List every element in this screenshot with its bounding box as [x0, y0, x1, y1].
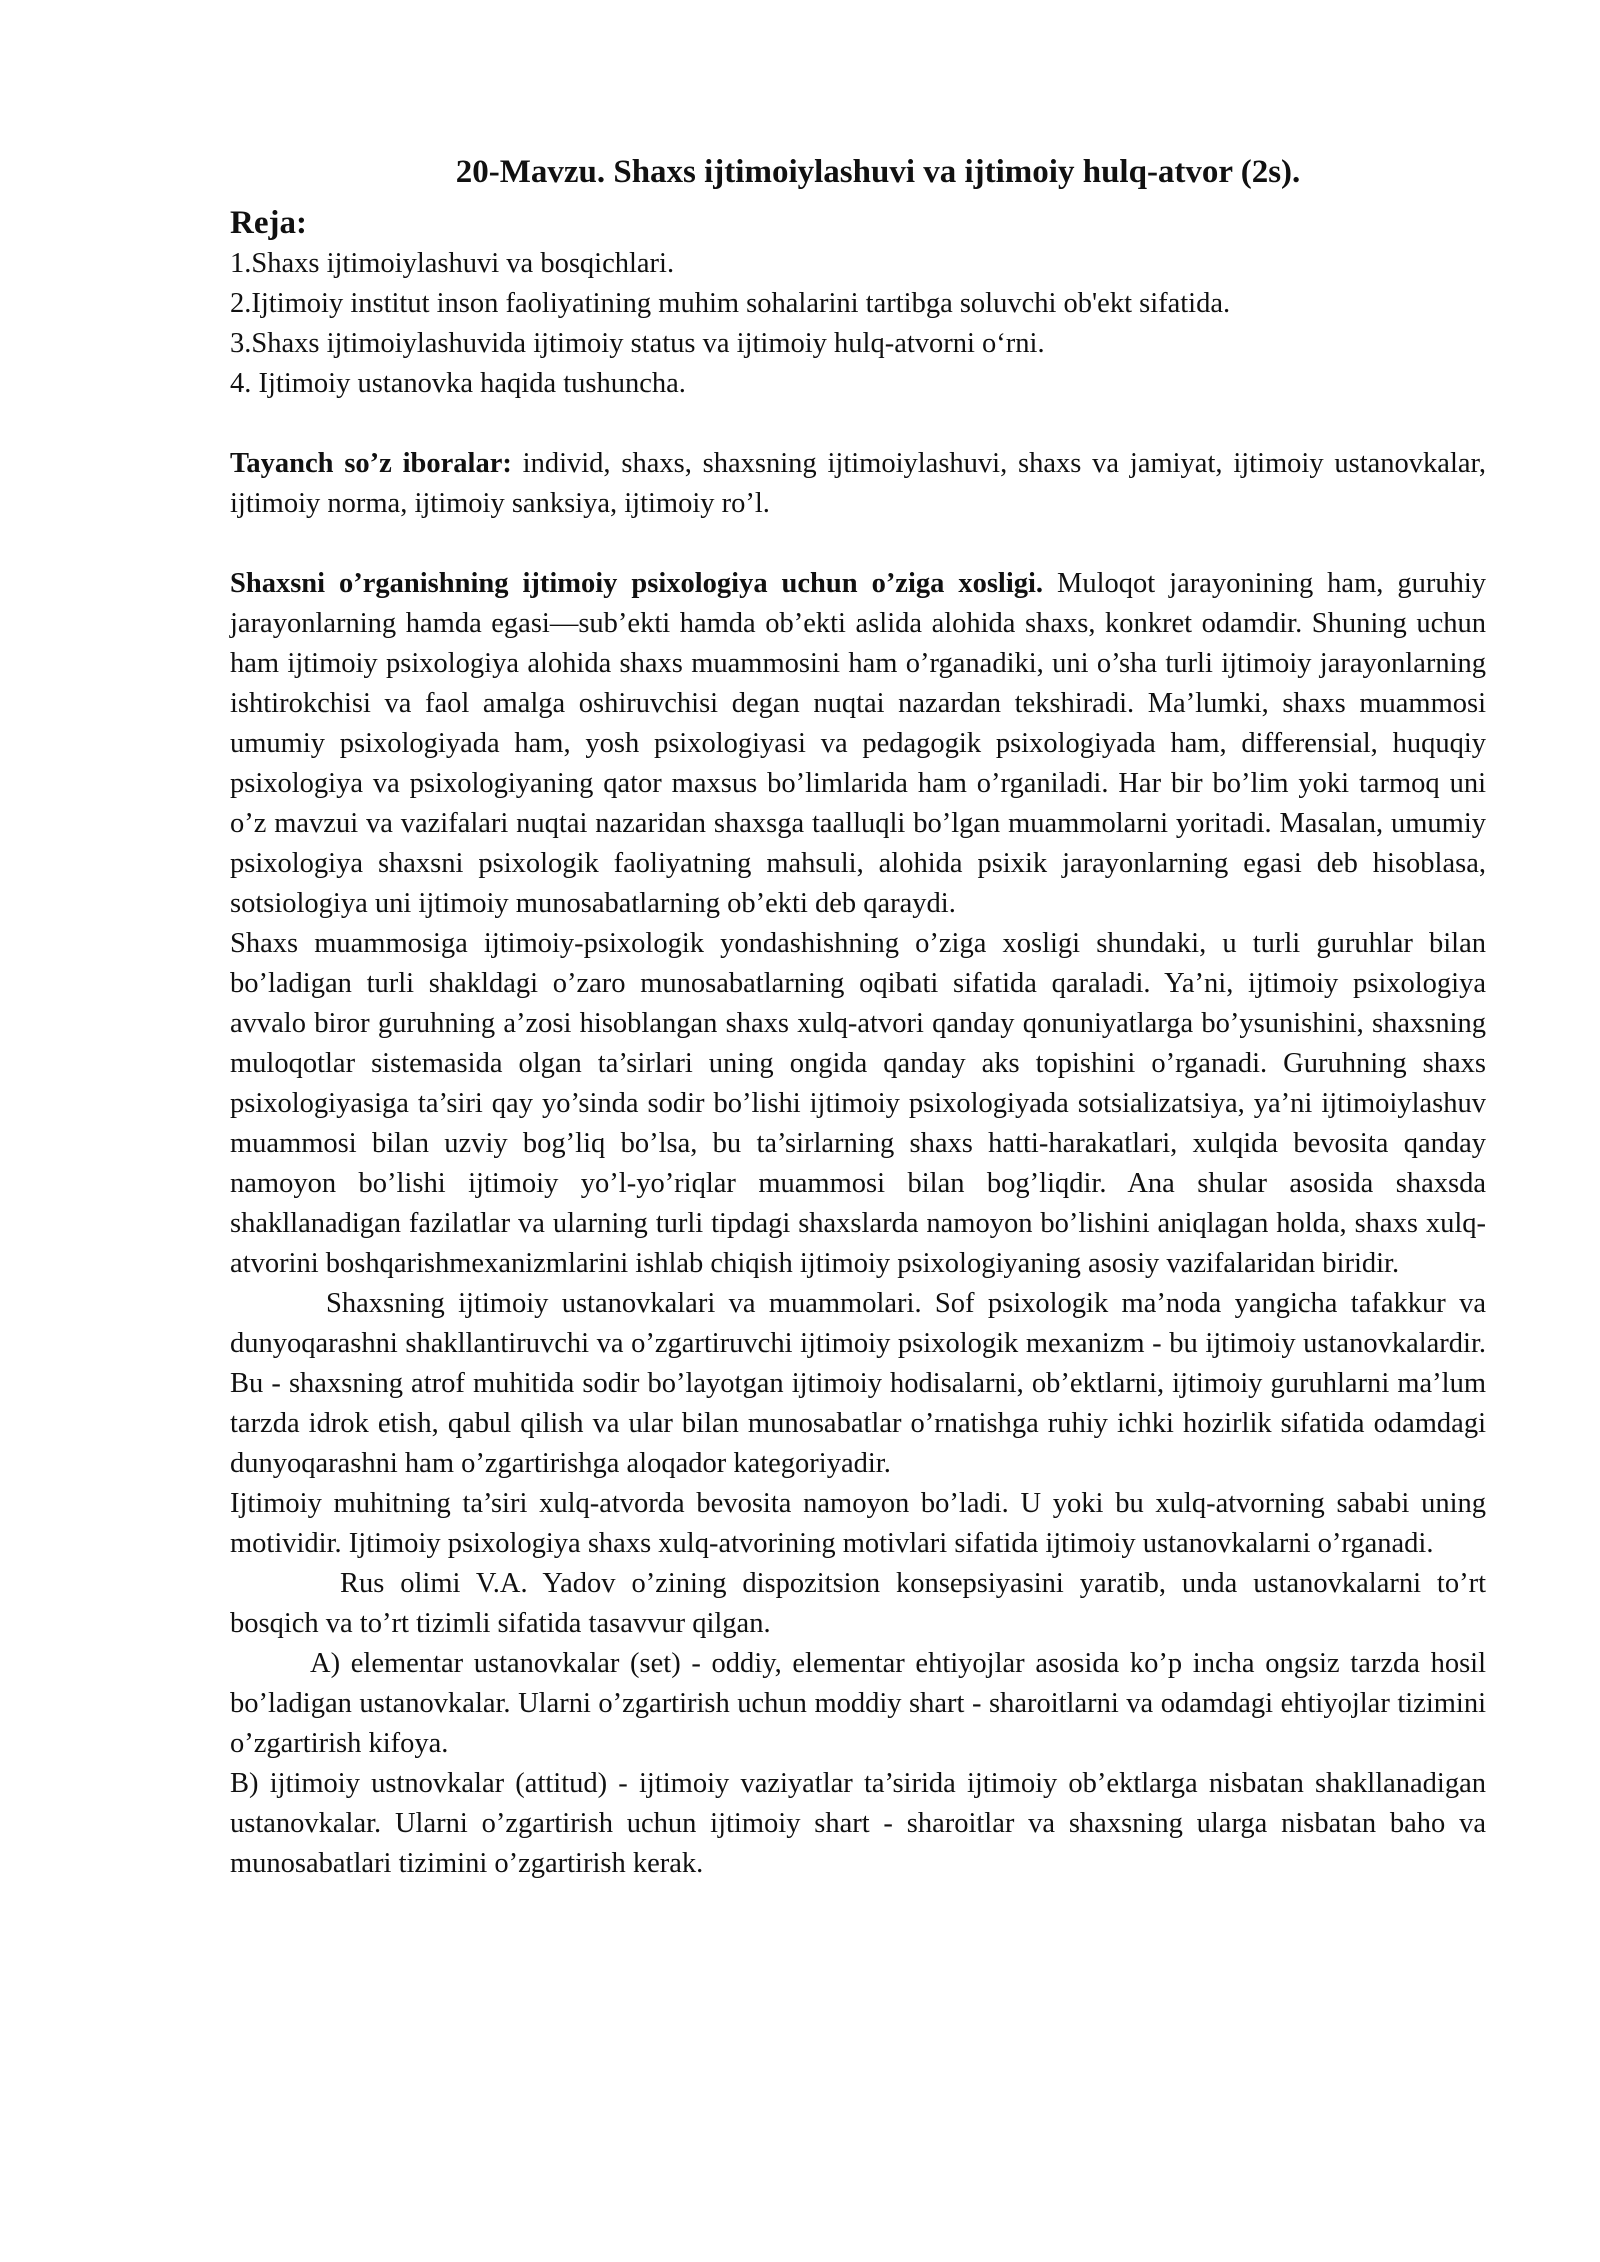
paragraph-5: Rus olimi V.A. Yadov o’zining dispozitsion konsepsiyasini yaratib, unda ustanovkalarni to’rt bosqich va to’rt tizimli sifatida tasavvur qilgan. — [230, 1568, 1486, 1639]
paragraph-4: Ijtimoiy muhitning ta’siri xulq-atvorda bevosita namoyon bo’ladi. U yoki bu xulq-atvorning sababi uning motividir. Ijtimoiy psixologiya shaxs xulq-atvorining motivlari sifatida ijtimoiy ustanovkalarni o’rganadi. — [230, 1488, 1486, 1559]
paragraph-7: B) ijtimoiy ustnovkalar (attitud) - ijtimoiy vaziyatlar ta’sirida ijtimoiy ob’ektlarga nisbatan shakllanadigan ustanovkalar. Ularni o’zgartirish uchun ijtimoiy shart - sharoitlar va shaxsning ularga nisbatan baho va munosabatlari tizimini o’zgartirish kerak. — [230, 1768, 1486, 1879]
spacer — [230, 404, 1486, 444]
paragraph-6: A) elementar ustanovkalar (set) - oddiy, elementar ehtiyojlar asosida ko’p incha ongsiz tarzda hosil bo’ladigan ustanovkalar. Ularni o’zgartirish uchun moddiy shart - sharoitlarni va odamdagi ehtiyojlar tizimini o’zgartirish kifoya. — [230, 1648, 1486, 1759]
plan-item-4: 4. Ijtimoiy ustanovka haqida tushuncha. — [230, 368, 686, 399]
keywords-paragraph — [230, 444, 1486, 524]
plan-item-2: 2.Ijtimoiy institut inson faoliyatining muhim sohalarini tartibga soluvchi ob'ekt sifatida. — [230, 288, 1231, 319]
document-page — [230, 150, 1486, 1884]
plan-item-1: 1.Shaxs ijtimoiylashuvi va bosqichlari. — [230, 248, 675, 279]
plan-list — [230, 244, 1486, 404]
keywords-label: Tayanch so’z iboralar: — [230, 448, 512, 479]
plan-heading: Reja: — [230, 205, 307, 241]
section1-heading: Shaxsni o’rganishning ijtimoiy psixologiya uchun o’ziga xosligi. — [230, 568, 1044, 599]
paragraph-2: Shaxs muammosiga ijtimoiy-psixologik yondashishning o’ziga xosligi shundaki, u turli guruhlar bilan bo’ladigan turli shakldagi o’zaro munosabatlarning oqibati sifatida qaraladi. Ya’ni, ijtimoiy psixologiya avvalo biror guruhning a’zosi hisoblangan shaxs xulq-atvori qanday qonuniyatlarga bo’ysunishini, shaxsning muloqotlar sistemasida olgan ta’sirlari uning ongida qanday aks topishini o’rganadi. Guruhning shaxs psixologiyasiga ta’siri qay yo’sinda sodir bo’lishi ijtimoiy psixologiyada sotsializatsiya, ya’ni ijtimoiylashuv muammosi bilan uzviy bog’liq bo’lsa, bu ta’sirlarning shaxs hatti-harakatlari, xulqida bevosita qanday namoyon bo’lishi ijtimoiy yo’l-yo’riqlar muammosi bilan bog’liqdir. Ana shular asosida shaxsda shakllanadigan fazilatlar va ularning turli tipdagi shaxslarda namoyon bo’lishini aniqlagan holda, shaxs xulq-atvorini boshqarishmexanizmlarini ishlab chiqish ijtimoiy psixologiyaning asosiy vazifalaridan biridir. — [230, 928, 1486, 1279]
section1-text: Muloqot jarayonining ham, guruhiy jarayonlarning hamda egasi—sub’ekti hamda ob’ekti aslida alohida shaxs, konkret odamdir. Shuning uchun ham ijtimoiy psixologiya alohida shaxs muammosini ham o’rganadiki, uni o’sha turli ijtimoiy jarayonlarning ishtirokchisi va faol amalga oshiruvchisi degan nuqtai nazardan tekshiradi. Ma’lumki, shaxs muammosi umumiy psixologiyada ham, yosh psixologiyasi va pedagogik psixologiyada ham, differensial, huquqiy psixologiya va psixologiyaning qator maxsus bo’limlarida ham o’rganiladi. Har bir bo’lim yoki tarmoq uni o’z mavzui va vazifalari nuqtai nazaridan shaxsga taalluqli bo’lgan muammolarni yoritadi. Masalan, umumiy psixologiya shaxsni psixologik faoliyatning mahsuli, alohida psixik jarayonlarning egasi deb hisoblasa, sotsiologiya uni ijtimoiy munosabatlarning ob’ekti deb qaraydi. — [230, 568, 1486, 919]
plan-item-3: 3.Shaxs ijtimoiylashuvida ijtimoiy status va ijtimoiy hulq-atvorni o‘rni. — [230, 328, 1045, 359]
section1-paragraph — [230, 564, 1486, 924]
keywords-text: individ, shaxs, shaxsning ijtimoiylashuvi, shaxs va jamiyat, ijtimoiy ustanovkalar, ijtimoiy norma, ijtimoiy sanksiya, ijtimoiy ro’l. — [230, 448, 1486, 519]
paragraph-3: Shaxsning ijtimoiy ustanovkalari va muammolari. Sof psixologik ma’noda yangicha tafakkur va dunyoqarashni shakllantiruvchi va o’zgartiruvchi ijtimoiy psixologik mexanizm - bu ijtimoiy ustanovkalardir. Bu - shaxsning atrof muhitida sodir bo’layotgan ijtimoiy hodisalarni, ob’ektlarni, ijtimoiy guruhlarni ma’lum tarzda idrok etish, qabul qilish va ular bilan munosabatlar o’rnatishga ruhiy ichki hozirlik sifatida odamdagi dunyoqarashni ham o’zgartirishga aloqador kategoriyadir. — [230, 1288, 1486, 1479]
spacer — [230, 524, 1486, 564]
document-title: 20-Mavzu. Shaxs ijtimoiylashuvi va ijtimoiy hulq-atvor (2s). — [455, 154, 1301, 190]
